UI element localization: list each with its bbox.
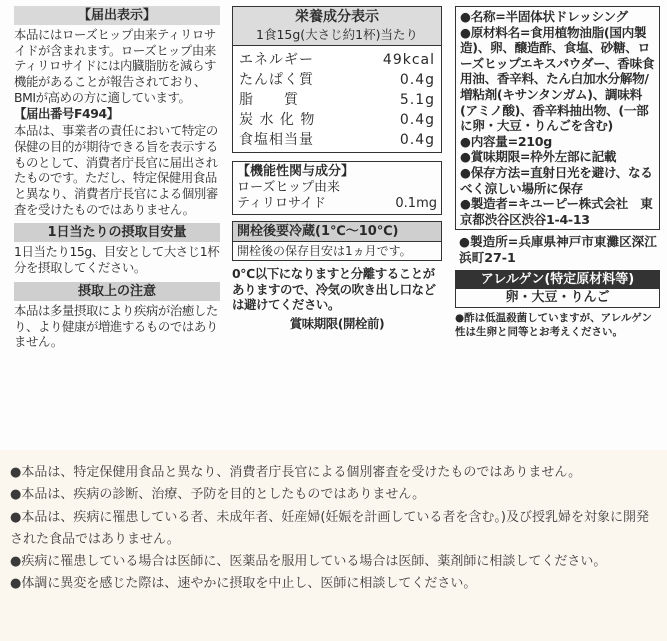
nutrition-row	[233, 46, 441, 70]
expiry-location-line: ●賞味期限=枠外左部に記載	[460, 149, 617, 165]
storage-title: 開栓後要冷蔵(1℃〜10℃)	[232, 221, 442, 241]
nutrient-value: 0.4g	[399, 132, 435, 148]
nutrient-name: 食塩相当量	[239, 132, 314, 148]
nutrition-serving: 1食15g(大さじ約1杯)当たり	[233, 27, 441, 46]
nutrient-name: エネルギー	[239, 52, 314, 68]
nutrition-row	[233, 70, 441, 90]
manufacturer-line: ●製造者=キユーピー株式会社 東京都渋谷区渋谷1-4-13	[460, 196, 653, 227]
note-item: ●本品は、疾病に罹患している者、未成年者、妊産婦(妊娠を計画している者を含む。)及び授乳婦を対象に開発された食品ではありません。	[10, 509, 649, 547]
nutrition-title: 栄養成分表示	[233, 7, 441, 27]
intake-text: 1日当たり15g、目安として大さじ1杯分を摂取してください。	[14, 244, 220, 276]
nutrition-row	[233, 110, 441, 130]
functional-title: 【機能性関与成分】	[237, 164, 355, 179]
storage-body: 開栓後の保存目安は1ヵ月です。	[232, 241, 442, 261]
notice-title: 【届出表示】	[14, 6, 220, 25]
nutrition-row	[233, 90, 441, 110]
functional-source: ローズヒップ由来	[237, 180, 340, 195]
caution-title: 摂取上の注意	[14, 282, 220, 301]
nutrition-table	[232, 6, 442, 153]
nutrient-value: 0.4g	[399, 112, 435, 128]
expiry-label: 賞味期限(開栓前)	[289, 316, 385, 332]
nutrient-value: 49kcal	[382, 52, 435, 68]
intake-title: 1日当たりの摂取目安量	[14, 223, 220, 242]
note-item: ●体調に異変を感じた際は、速やかに摂取を中止し、医師に相談してください。	[10, 576, 477, 592]
nutrient-name: 炭 水 化 物	[239, 112, 316, 128]
notice-number: 【届出番号F494】	[14, 105, 119, 121]
allergen-items: 卵・大豆・りんご	[455, 289, 660, 308]
product-info-box	[455, 6, 660, 230]
nutrient-value: 0.4g	[399, 72, 435, 88]
nutrient-name: たんぱく質	[239, 72, 314, 88]
label-column-right	[455, 6, 660, 339]
responsibility-text: 本品は、事業者の責任において特定の保健の目的が期待できる旨を表示するものとして、消費者庁長官に届出されたものです。ただし、特定保健用食品と異なり、消費者庁長官による個別審査を受けたものではありません。	[14, 123, 218, 217]
storage-warning: 0℃以下になりますと分離することがありますので、冷気の吹き出し口などは避けてください。	[232, 266, 436, 313]
ingredients-line: ●原材料名=食用植物油脂(国内製造)、卵、醸造酢、食塩、砂糖、ローズヒップエキスパウダー、香味食用油、香辛料、たん白加水分解物/増粘剤(キサンタンガム)、調味料(アミノ酸)、香辛料抽出物、(一部に卵・大豆・りんごを含む)	[460, 24, 655, 134]
allergen-note: ●酢は低温殺菌していますが、アレルゲン性は生卵と同等とお考えください。	[455, 311, 653, 338]
functional-value: 0.1mg	[395, 196, 437, 211]
functional-name: ティリロサイド	[237, 196, 327, 211]
note-item: ●本品は、疾病の診断、治療、予防を目的としたものではありません。	[10, 487, 426, 503]
note-item: ●本品は、特定保健用食品と異なり、消費者庁長官による個別審査を受けたものではありません。	[10, 465, 582, 480]
manufacturing-site: ●製造所=兵庫県神戸市東灘区深江浜町27-1	[459, 234, 657, 265]
storage-method-line: ●保存方法=直射日光を避け、なるべく涼しい場所に保存	[460, 164, 653, 196]
functional-component-box	[232, 161, 442, 215]
functional-row	[237, 196, 437, 212]
allergen-title: アレルゲン(特定原材料等)	[455, 270, 660, 289]
nutrient-name: 脂 質	[239, 92, 299, 108]
content-amount-line: ●内容量=210g	[460, 133, 552, 149]
notice-text: 本品にはローズヒップ由来ティリロサイドが含まれます。ローズヒップ由来ティリロサイドには内臓脂肪を減らす機能があることが報告されており、BMIが高めの方に適しています。	[14, 27, 216, 105]
label-column-left	[14, 6, 220, 350]
label-column-middle	[232, 6, 442, 332]
caution-text: 本品は多量摂取により疾病が治癒したり、より健康が増進するものではありません。	[14, 302, 218, 350]
note-item: ●疾病に罹患している場合は医師に、医薬品を服用している場合は医師、薬剤師に相談してください。	[10, 554, 607, 570]
product-name-line: ●名称=半固体状ドレッシング	[460, 9, 628, 24]
nutrition-row	[233, 130, 441, 152]
nutrient-value: 5.1g	[399, 92, 435, 108]
disclaimer-notes	[10, 462, 660, 596]
